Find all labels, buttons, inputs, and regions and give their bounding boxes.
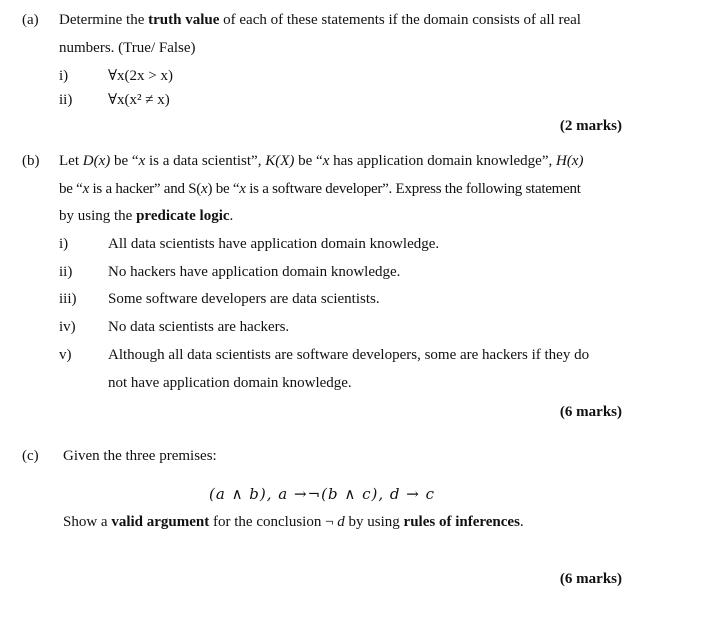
part-b-question-line2 (59, 179, 581, 199)
part-c-premises: (a ∧ b), a →¬(b ∧ c), d → c (209, 485, 436, 503)
part-b-item-text-continued: not have application domain knowledge. (108, 375, 352, 391)
bold-term-rules-of-inferences: rules of inferences (403, 514, 520, 530)
text: be “ (294, 153, 323, 169)
text: is a software developer”. Express the following statement (245, 181, 581, 197)
part-b-item-number: iv) (59, 319, 76, 335)
part-c-intro: Given the three premises: (63, 448, 217, 464)
part-b-question-line1 (59, 151, 583, 171)
text: is a data scientist”, (145, 153, 266, 169)
variable-x: x (201, 181, 208, 197)
bold-term-valid-argument: valid argument (111, 514, 210, 530)
text: Determine the (59, 12, 149, 28)
predicate-H: H(x) (555, 153, 584, 169)
part-a-question-line2: numbers. (True/ False) (59, 40, 196, 56)
part-b-marks: (6 marks) (559, 404, 622, 420)
part-b-item-text: No data scientists are hackers. (108, 319, 290, 335)
variable-d: d (337, 514, 345, 530)
part-b-question-line3 (59, 206, 233, 226)
text: has application domain knowledge”, (329, 153, 556, 169)
part-a-item-expression: ∀x(2x > x) (108, 68, 174, 84)
part-b-item-number: i) (59, 236, 69, 252)
part-b-item-number: v) (59, 347, 72, 363)
predicate-D: D(x) (82, 153, 111, 169)
variable-x: x (322, 153, 330, 169)
variable-x: x (82, 181, 89, 197)
text: by using (344, 514, 404, 530)
part-b-item-text: No hackers have application domain knowledge. (108, 264, 401, 280)
part-a-marks: (2 marks) (559, 118, 622, 134)
part-b-item-text: All data scientists have application domain knowledge. (108, 236, 440, 252)
text: Let (59, 153, 83, 169)
text: is a hacker” and S( (89, 181, 202, 197)
text: . (229, 208, 234, 224)
text: for the conclusion ¬ (209, 514, 338, 530)
part-b-label: (b) (22, 153, 40, 169)
bold-term-predicate-logic: predicate logic (136, 208, 230, 224)
predicate-K: K(X) (265, 153, 295, 169)
part-a-item-number: ii) (59, 92, 73, 108)
part-c-marks: (6 marks) (559, 571, 622, 587)
part-b-item-number: iii) (59, 291, 77, 307)
part-a-item-expression: ∀x(x² ≠ x) (108, 92, 170, 108)
part-a-question-line1 (59, 10, 581, 30)
part-b-item-number: ii) (59, 264, 73, 280)
part-c-show-line (63, 512, 524, 532)
text: Show a (63, 514, 112, 530)
text: be “ (110, 153, 139, 169)
variable-x: x (138, 153, 146, 169)
text: of each of these statements if the domain consists of all real (219, 12, 581, 28)
part-b-item-text: Although all data scientists are software developers, some are hackers if they do (108, 347, 590, 363)
bold-term-truth-value: truth value (148, 12, 220, 28)
text: . (519, 514, 524, 530)
part-c-label: (c) (22, 448, 39, 464)
part-a-label: (a) (22, 12, 39, 28)
variable-x: x (239, 181, 246, 197)
text: ) be “ (207, 181, 240, 197)
part-b-item-text: Some software developers are data scientists. (108, 291, 380, 307)
text: by using the (59, 208, 137, 224)
part-a-item-number: i) (59, 68, 69, 84)
text: be “ (59, 181, 83, 197)
